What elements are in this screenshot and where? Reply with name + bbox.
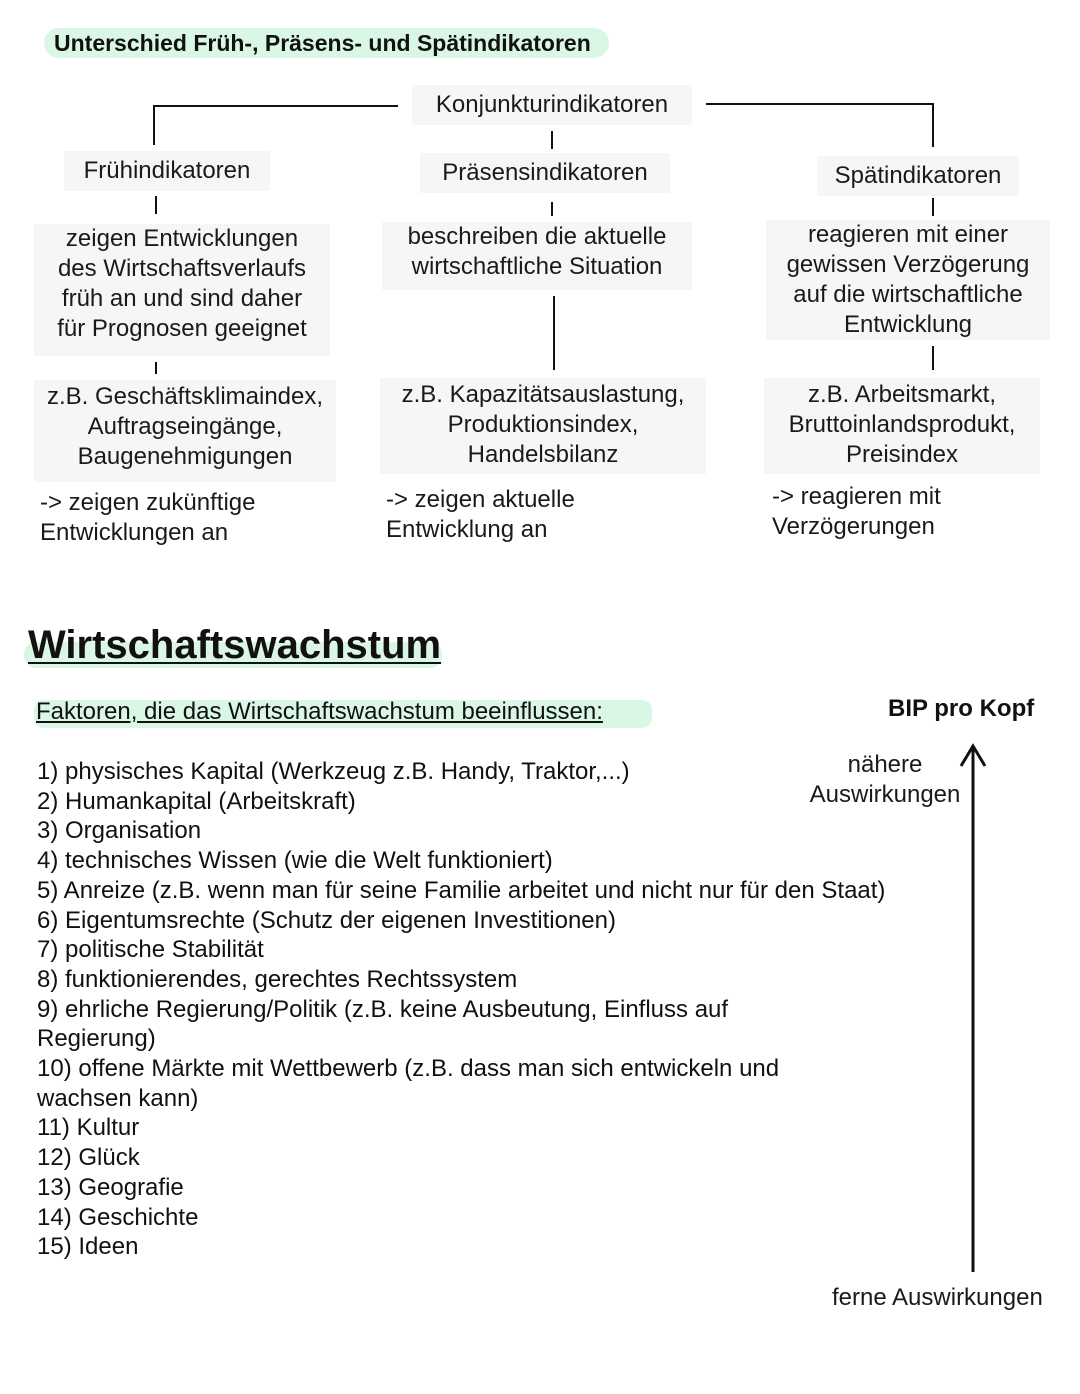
factors-list <box>37 757 897 1262</box>
desc-line: wirtschaftliche Situation <box>411 253 663 280</box>
connector-desc-examples-right <box>932 346 934 370</box>
examples-fruehindikatoren <box>34 380 336 482</box>
connector-root-left <box>153 105 398 107</box>
conclusion-fruehindikatoren <box>40 488 340 548</box>
section-title-wirtschaftswachstum: Wirtschaftswachstum <box>28 623 442 667</box>
near-label-line: Auswirkungen <box>809 781 961 808</box>
examples-spaetindikatoren <box>764 378 1040 474</box>
heading-praesensindikatoren: Präsensindikatoren <box>420 153 670 193</box>
example-line: Produktionsindex, <box>447 411 639 438</box>
example-line: z.B. Kapazitätsauslastung, <box>401 381 685 408</box>
list-item: 1) physisches Kapital (Werkzeug z.B. Handy, Traktor,...) <box>37 758 630 785</box>
list-item: 3) Organisation <box>37 817 202 845</box>
axis-top-label: BIP pro Kopf <box>888 695 1035 722</box>
description-spaetindikatoren <box>766 220 1050 340</box>
conclusion-line: Verzögerungen <box>772 513 935 540</box>
list-item: 13) Geografie <box>37 1173 184 1201</box>
connector-heading-desc-left <box>155 196 157 214</box>
connector-heading-desc-middle <box>551 202 553 216</box>
connector-root-right <box>706 103 934 105</box>
near-label-line: nähere <box>847 751 923 778</box>
list-item: 7) politische Stabilität <box>37 936 264 964</box>
connector-left-down <box>153 105 155 145</box>
connector-desc-examples-left <box>155 362 157 374</box>
list-item: 14) Geschichte <box>37 1203 199 1231</box>
desc-line: reagieren mit einer <box>807 221 1009 248</box>
axis-far-label: ferne Auswirkungen <box>832 1284 1043 1311</box>
desc-line: gewissen Verzögerung <box>786 251 1030 278</box>
desc-line: früh an und sind daher <box>61 285 303 312</box>
list-item: 12) Glück <box>37 1144 140 1172</box>
description-praesensindikatoren <box>382 222 692 290</box>
list-item: 9) ehrliche Regierung/Politik (z.B. keine Ausbeutung, Einfluss auf Regierung) <box>37 995 729 1053</box>
desc-line: beschreiben die aktuelle <box>407 223 667 250</box>
list-item: 2) Humankapital (Arbeitskraft) <box>37 787 356 815</box>
connector-heading-desc-right <box>932 198 934 216</box>
heading-spaetindikatoren: Spätindikatoren <box>817 156 1019 196</box>
desc-line: auf die wirtschaftliche <box>793 281 1023 308</box>
conclusion-line: -> zeigen aktuelle <box>386 486 575 513</box>
desc-line: Entwicklung <box>843 311 973 338</box>
desc-line: für Prognosen geeignet <box>57 315 307 342</box>
connector-root-middle <box>551 131 553 149</box>
example-line: Bruttoinlandsprodukt, <box>788 411 1016 438</box>
desc-line: zeigen Entwicklungen <box>65 225 299 252</box>
list-item: 4) technisches Wissen (wie die Welt funktioniert) <box>37 847 553 875</box>
conclusion-praesensindikatoren <box>386 485 686 545</box>
example-line: Handelsbilanz <box>467 441 619 468</box>
factors-subtitle: Faktoren, die das Wirtschaftswachstum beeinflussen: <box>36 698 603 725</box>
description-fruehindikatoren <box>34 224 330 356</box>
conclusion-line: Entwicklungen an <box>40 519 229 546</box>
example-line: Baugenehmigungen <box>77 443 293 470</box>
axis-arrow-icon <box>956 740 992 1276</box>
list-item: 8) funktionierendes, gerechtes Rechtssystem <box>37 965 518 993</box>
example-line: z.B. Arbeitsmarkt, <box>807 381 997 408</box>
conclusion-line: -> reagieren mit <box>772 483 941 510</box>
conclusion-line: Entwicklung an <box>386 516 548 543</box>
example-line: Preisindex <box>845 441 959 468</box>
conclusion-line: -> zeigen zukünftige <box>40 489 256 516</box>
connector-right-down <box>932 103 934 147</box>
list-item: 10) offene Märkte mit Wettbewerb (z.B. dass man sich entwickeln und wachsen kann) <box>37 1055 780 1112</box>
example-line: Auftragseingänge, <box>87 413 283 440</box>
list-item: 15) Ideen <box>37 1233 139 1261</box>
desc-line: des Wirtschaftsverlaufs <box>57 255 307 282</box>
heading-fruehindikatoren: Frühindikatoren <box>64 151 270 191</box>
list-item: 6) Eigentumsrechte (Schutz der eigenen Investitionen) <box>37 906 616 934</box>
list-item: 11) Kultur <box>37 1114 140 1142</box>
conclusion-spaetindikatoren <box>772 482 1062 542</box>
examples-praesensindikatoren <box>380 378 706 474</box>
list-item: 5) Anreize (z.B. wenn man für seine Familie arbeitet und nicht nur für den Staat) <box>37 876 886 904</box>
section-title-indicators: Unterschied Früh-, Präsens- und Spätindikatoren <box>44 28 609 58</box>
root-node-konjunkturindikatoren: Konjunkturindikatoren <box>412 85 692 125</box>
example-line: z.B. Geschäftsklimaindex, <box>46 383 324 410</box>
connector-desc-examples-middle <box>553 296 555 370</box>
